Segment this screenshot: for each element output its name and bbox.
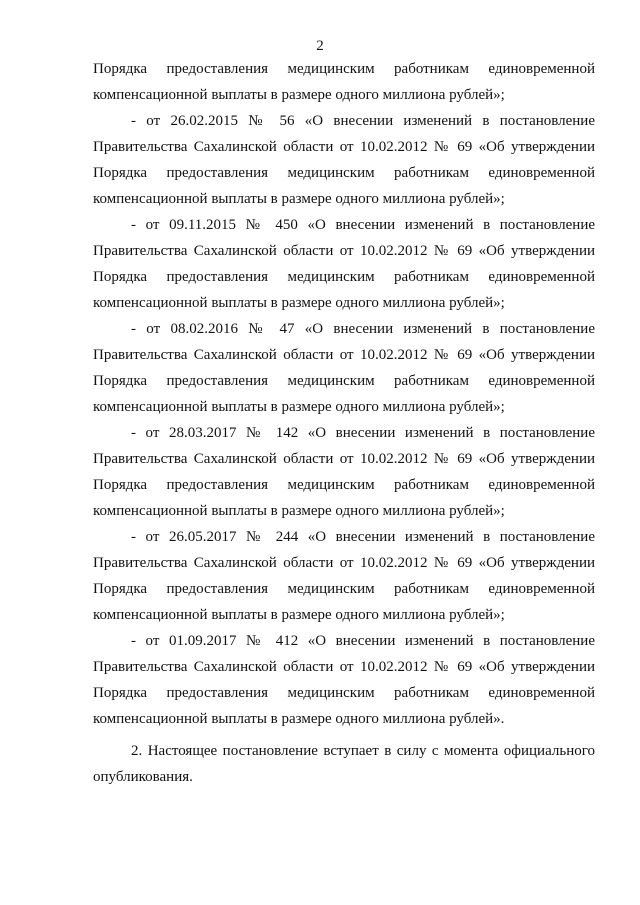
amendment-item <box>93 524 595 628</box>
text-line: Правительства Сахалинской области от 10.02.2012 № 69 «Об утверждении <box>93 451 595 467</box>
text-line: - от 01.09.2017 № 412 «О внесении изменений в постановление <box>131 633 595 649</box>
document-body <box>93 56 595 790</box>
text-line: компенсационной выплаты в размере одного миллиона рублей»; <box>93 399 505 415</box>
text-line: Порядка предоставления медицинским работникам единовременной <box>93 581 595 597</box>
amendment-item <box>93 316 595 420</box>
text-line: Порядка предоставления медицинским работникам единовременной <box>93 477 595 493</box>
text-line: компенсационной выплаты в размере одного миллиона рублей»; <box>93 295 505 311</box>
text-line: компенсационной выплаты в размере одного миллиона рублей»; <box>93 503 505 519</box>
text-line: Правительства Сахалинской области от 10.02.2012 № 69 «Об утверждении <box>93 347 595 363</box>
text-line: Правительства Сахалинской области от 10.02.2012 № 69 «Об утверждении <box>93 555 595 571</box>
text-line: Правительства Сахалинской области от 10.02.2012 № 69 «Об утверждении <box>93 243 595 259</box>
amendment-item <box>93 212 595 316</box>
final-clause <box>93 738 595 790</box>
amendment-item <box>93 420 595 524</box>
text-line: - от 08.02.2016 № 47 «О внесении изменений в постановление <box>131 321 595 337</box>
text-line: - от 26.02.2015 № 56 «О внесении изменений в постановление <box>131 113 595 129</box>
text-line: компенсационной выплаты в размере одного миллиона рублей»; <box>93 607 505 623</box>
text-line: Порядка предоставления медицинским работникам единовременной <box>93 61 595 77</box>
text-line: - от 26.05.2017 № 244 «О внесении изменений в постановление <box>131 529 595 545</box>
text-line: Правительства Сахалинской области от 10.02.2012 № 69 «Об утверждении <box>93 659 595 675</box>
text-line: Порядка предоставления медицинским работникам единовременной <box>93 165 595 181</box>
text-line: компенсационной выплаты в размере одного миллиона рублей». <box>93 711 505 727</box>
text-line: Правительства Сахалинской области от 10.02.2012 № 69 «Об утверждении <box>93 139 595 155</box>
text-line: Порядка предоставления медицинским работникам единовременной <box>93 685 595 701</box>
text-line: - от 28.03.2017 № 142 «О внесении изменений в постановление <box>131 425 595 441</box>
text-line: 2. Настоящее постановление вступает в силу с момента официального <box>131 743 595 759</box>
text-line: компенсационной выплаты в размере одного миллиона рублей»; <box>93 87 505 103</box>
text-line: - от 09.11.2015 № 450 «О внесении изменений в постановление <box>131 217 595 233</box>
text-line: Порядка предоставления медицинским работникам единовременной <box>93 269 595 285</box>
text-line: опубликования. <box>93 769 193 785</box>
amendment-item <box>93 628 595 732</box>
page-number: 2 <box>316 38 324 54</box>
text-line: компенсационной выплаты в размере одного миллиона рублей»; <box>93 191 505 207</box>
intro-paragraph <box>93 56 595 108</box>
text-line: Порядка предоставления медицинским работникам единовременной <box>93 373 595 389</box>
amendment-item <box>93 108 595 212</box>
